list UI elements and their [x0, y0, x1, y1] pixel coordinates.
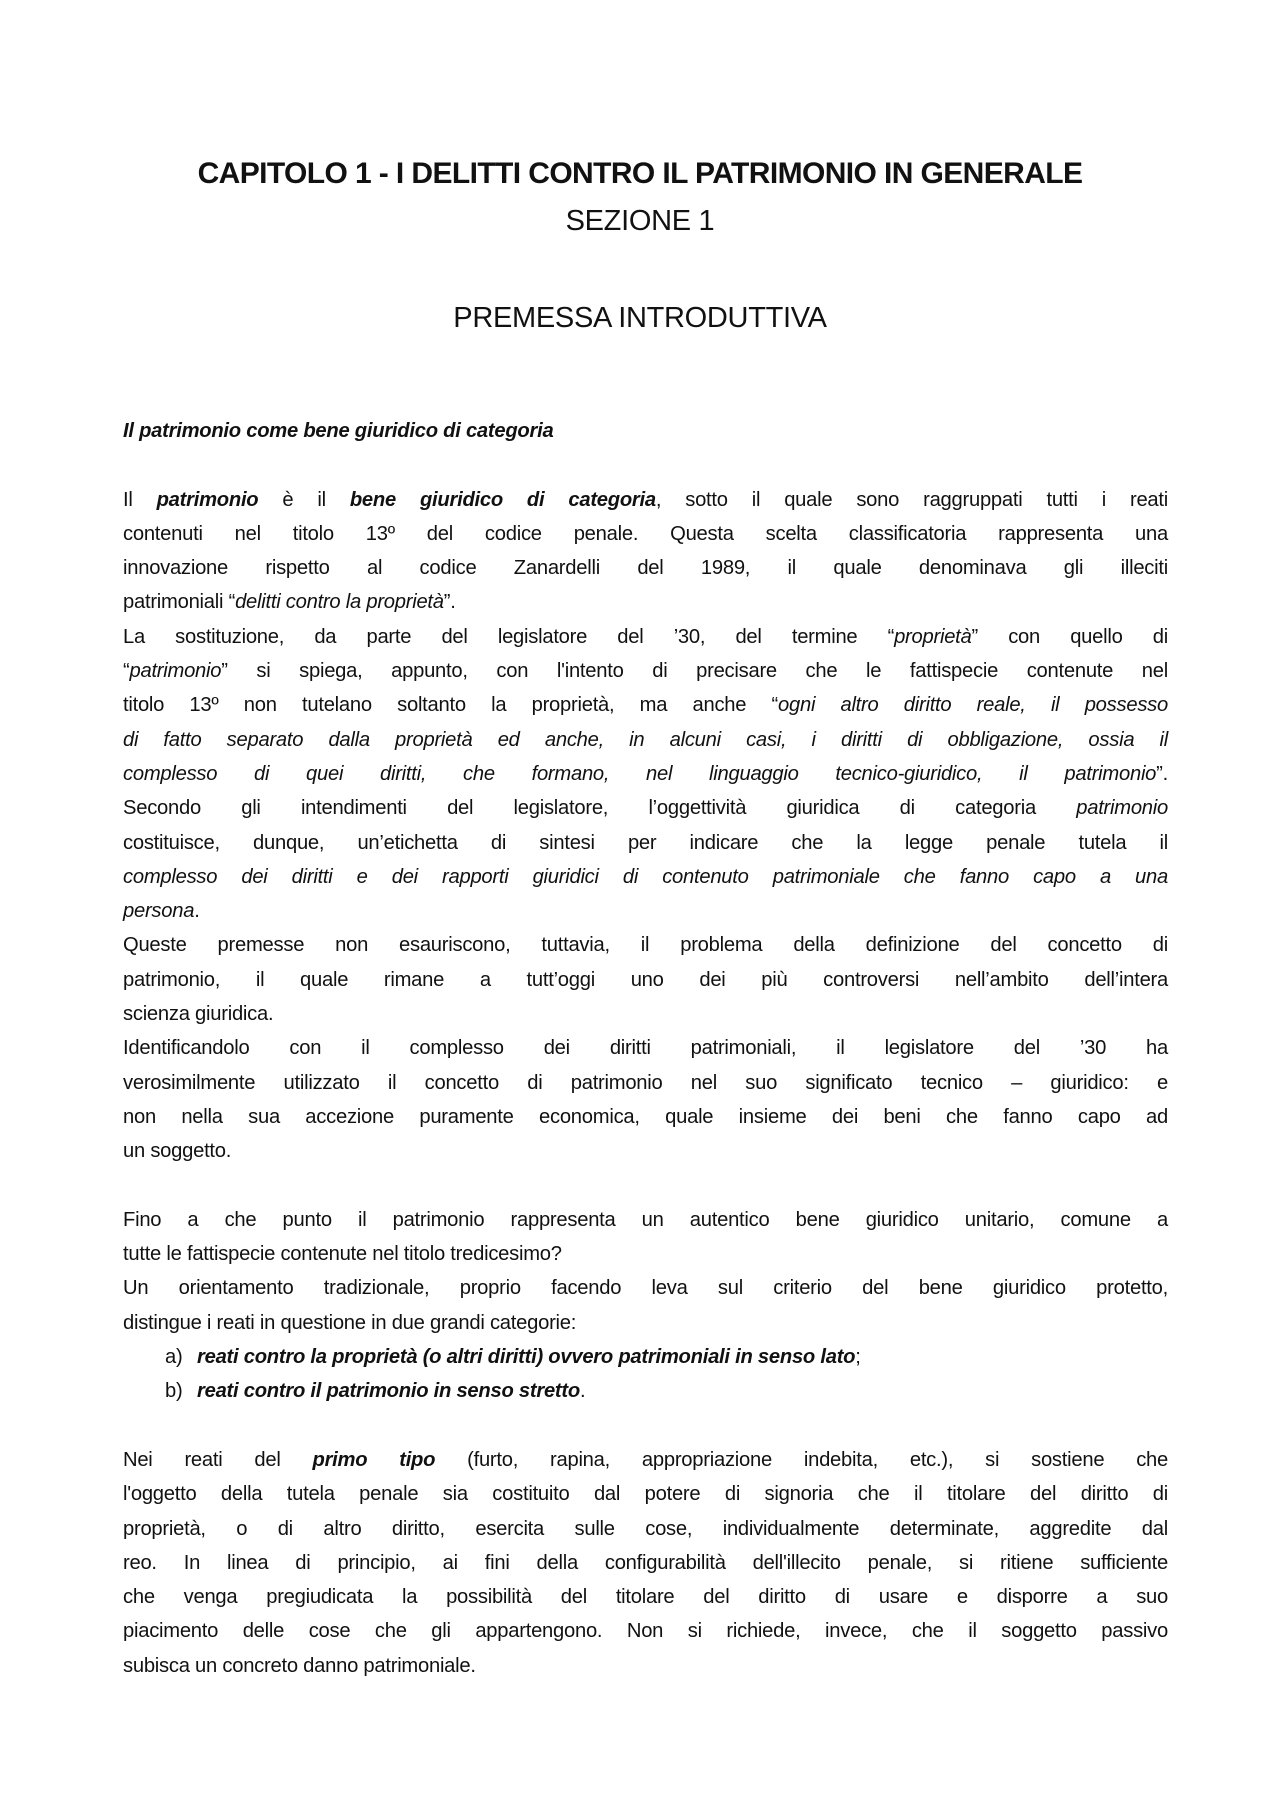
text-line — [123, 1100, 1168, 1134]
text-run: reo. In linea di principio, ai fini della configurabilità dell'illecito penale, si ritiene sufficiente — [123, 1551, 1168, 1574]
text-run: proprietà, o di altro diritto, esercita sulle cose, individualmente determinate, aggredite dal — [123, 1517, 1168, 1540]
text-line — [123, 894, 1168, 928]
text-line — [123, 688, 1168, 722]
text-run: Queste premesse non esauriscono, tuttavia, il problema della definizione del concetto di — [123, 934, 1168, 957]
text-run: piacimento delle cose che gli appartengono. Non si richiede, invece, che il soggetto passivo — [123, 1620, 1168, 1643]
emphasis-run: di fatto separato dalla proprietà ed anche, in alcuni casi, i diritti di obbligazione, ossia il — [123, 728, 1168, 751]
text-run: scienza giuridica. — [123, 1003, 274, 1026]
list-item-text: reati contro il patrimonio in senso stretto — [197, 1380, 580, 1403]
text-run: Secondo gli intendimenti del legislatore, l’oggettività giuridica di categoria — [123, 797, 1077, 820]
text-run: patrimonio, il quale rimane a tutt’oggi uno dei più controversi nell’ambito dell’intera — [123, 968, 1168, 991]
emphasis-run: primo tipo — [312, 1448, 436, 1471]
text-run: ”. — [1156, 762, 1168, 785]
paragraph-gap — [123, 1169, 1168, 1203]
paragraph-gap — [123, 1409, 1168, 1443]
text-line — [123, 1649, 1168, 1683]
text-run: l'oggetto della tutela penale sia costituito dal potere di signoria che il titolare del diritto di — [123, 1483, 1168, 1506]
emphasis-run: ogni altro diritto reale, il possesso — [778, 694, 1168, 717]
emphasis-run: bene giuridico di categoria — [349, 488, 656, 511]
text-line — [123, 1237, 1168, 1271]
emphasis-run: proprietà — [894, 625, 972, 648]
text-run: . — [194, 900, 200, 923]
text-line — [123, 1203, 1168, 1237]
text-line — [123, 1306, 1168, 1340]
text-line — [123, 997, 1168, 1031]
text-line — [123, 963, 1168, 997]
document-body — [123, 414, 1168, 1683]
category-list — [123, 1340, 1168, 1409]
text-run: innovazione rispetto al codice Zanardelli del 1989, il quale denominava gli illeciti — [123, 557, 1168, 580]
list-marker: a) — [165, 1346, 183, 1369]
text-line — [123, 517, 1168, 551]
text-run: tutte le fattispecie contenute nel titolo tredicesimo? — [123, 1243, 562, 1266]
text-run: contenuti nel titolo 13º del codice penale. Questa scelta classificatoria rappresenta una — [123, 522, 1168, 545]
text-line — [123, 654, 1168, 688]
emphasis-run: persona — [123, 900, 195, 923]
subheading: Il patrimonio come bene giuridico di categoria — [123, 420, 554, 442]
list-item — [123, 1374, 1168, 1408]
text-line — [123, 1512, 1168, 1546]
text-run: che venga pregiudicata la possibilità del titolare del diritto di usare e disporre a suo — [123, 1586, 1168, 1609]
text-line — [123, 1443, 1168, 1477]
text-run: patrimoniali “ — [123, 591, 236, 614]
text-run: Nei reati del — [123, 1448, 313, 1471]
list-item-punct: ; — [855, 1346, 861, 1369]
list-item-text: reati contro la proprietà (o altri diritti) ovvero patrimoniali in senso lato — [197, 1346, 856, 1369]
text-line — [123, 1614, 1168, 1648]
text-line — [123, 860, 1168, 894]
text-run: costituisce, dunque, un’etichetta di sintesi per indicare che la legge penale tutela il — [123, 831, 1168, 854]
text-line — [123, 1546, 1168, 1580]
text-line — [123, 1477, 1168, 1511]
text-line — [123, 791, 1168, 825]
text-line — [123, 585, 1168, 619]
emphasis-run: patrimonio — [129, 660, 222, 683]
text-line — [123, 723, 1168, 757]
paragraph-first-type — [123, 1443, 1168, 1683]
text-line — [123, 1134, 1168, 1168]
text-run: “ — [123, 660, 130, 683]
section-title: PREMESSA INTRODUTTIVA — [453, 302, 827, 334]
paragraph-question — [123, 1203, 1168, 1340]
emphasis-run: delitti contro la proprietà — [235, 591, 444, 614]
text-run: subisca un concreto danno patrimoniale. — [123, 1654, 476, 1677]
text-line — [123, 620, 1168, 654]
text-run: ” con quello di — [971, 625, 1168, 648]
text-line — [123, 928, 1168, 962]
chapter-title: CAPITOLO 1 - I DELITTI CONTRO IL PATRIMONIO IN GENERALE — [197, 157, 1083, 190]
paragraph-intro — [123, 483, 1168, 1169]
text-line — [123, 757, 1168, 791]
text-run: Identificandolo con il complesso dei diritti patrimoniali, il legislatore del ’30 ha — [123, 1037, 1168, 1060]
emphasis-run: patrimonio — [156, 488, 259, 511]
text-line — [123, 1580, 1168, 1614]
text-run: un soggetto. — [123, 1140, 232, 1163]
text-line — [123, 1066, 1168, 1100]
text-run: non nella sua accezione puramente economica, quale insieme dei beni che fanno capo ad — [123, 1105, 1168, 1128]
text-run: ”. — [443, 591, 456, 614]
text-run: , sotto il quale sono raggruppati tutti i reati — [655, 488, 1169, 511]
text-run: verosimilmente utilizzato il concetto di patrimonio nel suo significato tecnico – giuridico: e — [123, 1071, 1168, 1094]
text-run: (furto, rapina, appropriazione indebita, etc.), si sostiene che — [435, 1448, 1169, 1471]
list-item — [123, 1340, 1168, 1374]
text-line — [123, 1271, 1168, 1305]
text-line — [123, 551, 1168, 585]
text-run: ” si spiega, appunto, con l'intento di precisare che le fattispecie contenute nel — [221, 660, 1168, 683]
text-run: titolo 13º non tutelano soltanto la proprietà, ma anche “ — [123, 694, 779, 717]
text-line — [123, 826, 1168, 860]
text-run: La sostituzione, da parte del legislatore del ’30, del termine “ — [123, 625, 895, 648]
text-run: Il — [123, 488, 157, 511]
list-marker: b) — [165, 1380, 183, 1403]
emphasis-run: patrimonio — [1076, 797, 1168, 820]
text-run: Un orientamento tradizionale, proprio facendo leva sul criterio del bene giuridico protetto, — [123, 1277, 1168, 1300]
list-item-punct: . — [579, 1380, 586, 1403]
section-label: SEZIONE 1 — [565, 205, 715, 237]
emphasis-run: complesso di quei diritti, che formano, nel linguaggio tecnico-giuridico, il patrimonio — [123, 762, 1157, 785]
emphasis-run: complesso dei diritti e dei rapporti giuridici di contenuto patrimoniale che fanno capo a una — [123, 865, 1168, 888]
text-run: distingue i reati in questione in due grandi categorie: — [123, 1311, 577, 1334]
text-line — [123, 483, 1168, 517]
text-run: è il — [258, 488, 350, 511]
text-line — [123, 1031, 1168, 1065]
text-run: Fino a che punto il patrimonio rappresenta un autentico bene giuridico unitario, comune a — [123, 1208, 1168, 1231]
